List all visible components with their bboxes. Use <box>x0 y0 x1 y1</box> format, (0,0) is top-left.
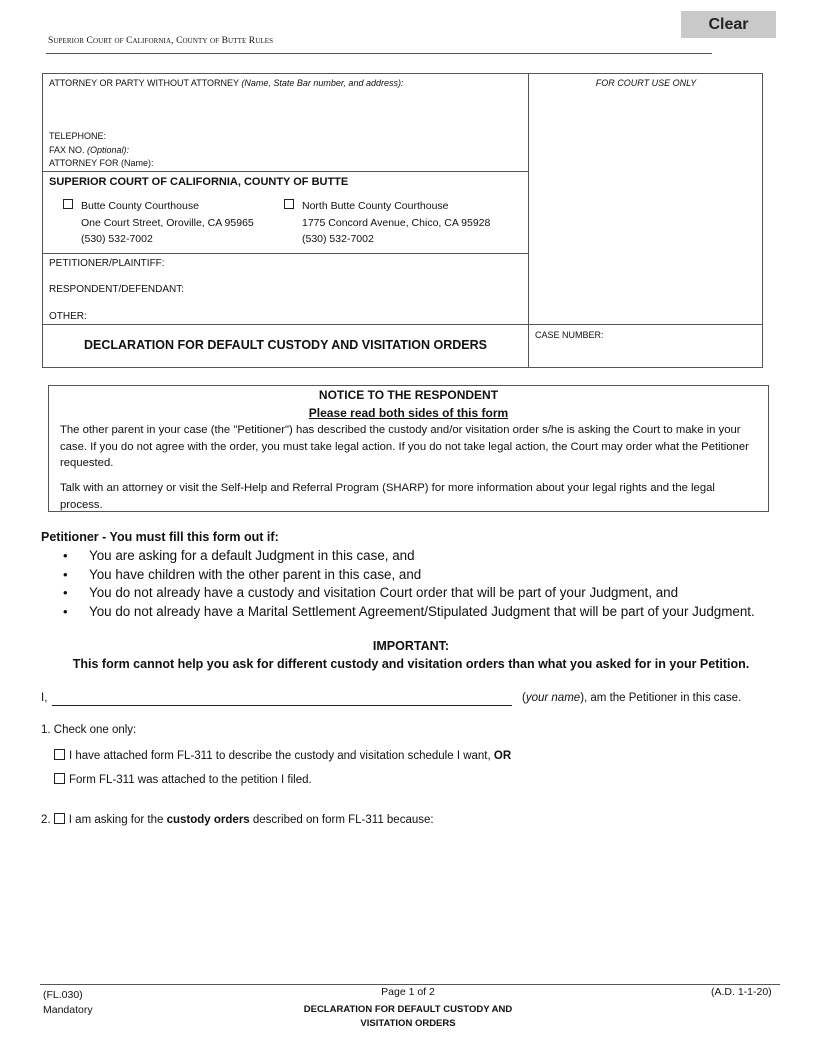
courthouse-phone: (530) 532-7002 <box>302 233 374 245</box>
caption-divider-title <box>42 324 763 325</box>
item1-option-b: Form FL-311 was attached to the petition I filed. <box>54 773 312 786</box>
list-item: • You are asking for a default Judgment in this case, and <box>41 547 801 566</box>
list-item: • You do not already have a Marital Settlement Agreement/Stipulated Judgment that will be part of your Judgment. <box>41 603 801 622</box>
item1-option-a: I have attached form FL-311 to describe the custody and visitation schedule I want, OR <box>54 749 511 762</box>
fax-label: FAX NO. (Optional): <box>49 145 130 155</box>
footer-title-line-1: DECLARATION FOR DEFAULT CUSTODY AND <box>303 1004 513 1015</box>
caption-divider-court <box>42 171 529 172</box>
header-title: Superior Court of California, County of Butte Rules <box>48 36 274 46</box>
notice-paragraph-1: The other parent in your case (the "Petitioner") has described the custody and/or visitation order s/he is asking the Court to make in your case. If you do not agree with the order, you must take legal action. If you do not take legal action, the Court may order what the Petitioner requested. <box>60 424 749 469</box>
list-item: • You do not already have a custody and visitation Court order that will be part of your Judgment, and <box>41 584 801 603</box>
courthouse-oroville <box>81 198 254 248</box>
caption-divider-parties <box>42 253 529 254</box>
respondent-label: RESPONDENT/DEFENDANT: <box>49 284 185 295</box>
declarant-prefix: I, <box>41 692 48 704</box>
footer-rule <box>40 984 780 985</box>
form-title: DECLARATION FOR DEFAULT CUSTODY AND VISITATION ORDERS <box>83 338 487 352</box>
item1-option-a-checkbox[interactable] <box>54 749 65 760</box>
courthouse-phone: (530) 532-7002 <box>81 233 153 245</box>
attorney-label: ATTORNEY OR PARTY WITHOUT ATTORNEY (Name, State Bar number, and address): <box>49 78 404 88</box>
footer-revision: (A.D. 1-1-20) <box>711 986 772 998</box>
courthouse-address: One Court Street, Oroville, CA 95965 <box>81 216 254 229</box>
courthouse-address: 1775 Concord Avenue, Chico, CA 95928 <box>302 216 491 229</box>
footer-title-line-2: VISITATION ORDERS <box>360 1018 456 1029</box>
courthouse-name: North Butte County Courthouse <box>302 200 449 212</box>
list-item: • You have children with the other parent in this case, and <box>41 566 801 585</box>
petitioner-label: PETITIONER/PLAINTIFF: <box>49 258 165 269</box>
declarant-suffix: (your name), am the Petitioner in this case. <box>522 692 742 704</box>
courthouse-chico <box>302 198 490 248</box>
important-title: IMPORTANT: <box>372 639 450 653</box>
item2-checkbox[interactable] <box>54 813 65 824</box>
declarant-name-field[interactable] <box>52 705 512 706</box>
footer-mandatory: Mandatory <box>43 1004 93 1016</box>
notice-title: NOTICE TO THE RESPONDENT <box>318 388 499 402</box>
courthouse-chico-checkbox[interactable] <box>284 199 294 209</box>
item2: 2. I am asking for the custody orders described on form FL-311 because: <box>41 814 434 826</box>
notice-paragraph-2: Talk with an attorney or visit the Self-Help and Referral Program (SHARP) for more information about your legal rights and the legal process. <box>60 482 715 511</box>
notice-subtitle: Please read both sides of this form <box>308 406 509 420</box>
court-use-label: FOR COURT USE ONLY <box>595 78 697 88</box>
court-name: SUPERIOR COURT OF CALIFORNIA, COUNTY OF BUTTE <box>49 176 349 188</box>
item1-label: 1. Check one only: <box>41 724 137 736</box>
footer-form-code: (FL.030) <box>43 989 83 1001</box>
important-text: This form cannot help you ask for different custody and visitation orders than what you asked for in your Petition. <box>72 657 750 671</box>
declarant-hint: your name <box>525 692 581 704</box>
clear-button[interactable]: Clear <box>681 11 776 38</box>
petitioner-heading: Petitioner - You must fill this form out if: <box>41 530 279 544</box>
item1-option-b-checkbox[interactable] <box>54 773 65 784</box>
case-number-label: CASE NUMBER: <box>535 330 604 340</box>
courthouse-oroville-checkbox[interactable] <box>63 199 73 209</box>
other-label: OTHER: <box>49 311 87 322</box>
petitioner-bullets <box>41 547 801 621</box>
courthouse-name: Butte County Courthouse <box>81 200 199 212</box>
attorney-for-label: ATTORNEY FOR (Name): <box>49 158 154 168</box>
header-rule <box>46 53 712 54</box>
telephone-label: TELEPHONE: <box>49 131 107 141</box>
footer-page-number: Page 1 of 2 <box>381 986 435 998</box>
